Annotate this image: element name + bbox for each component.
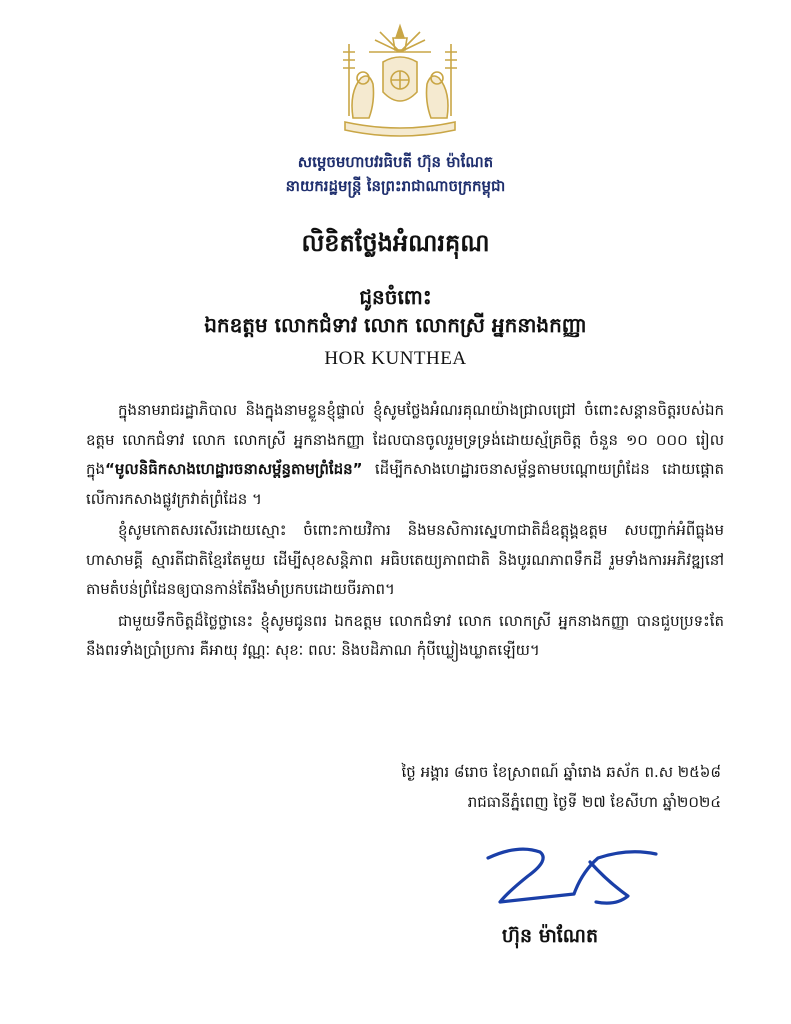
paragraph-1-tail: ដើម្បីកសាងហេដ្ឋារចនាសម្ព័ន្ធតាមបណ្តោយព្រំដែន ដោយផ្តោតលើការកសាងផ្លូវក្រវាត់ព្រំដែន ។ <box>86 460 724 508</box>
solar-date: រាជធានីភ្នំពេញ ថ្ងៃទី ២៧ ខែសីហា ឆ្នាំ២០២៤ <box>467 793 721 811</box>
lunar-date: ថ្ងៃ អង្គារ ៨រោច ខែស្រាពណ៍ ឆ្នាំរោង ឆស័ក ព.ស ២៥៦៨ <box>401 763 721 781</box>
paragraph-3: ជាមួយទឹកចិត្តដ៏ថ្លៃថ្លានេះ ខ្ញុំសូមជូនពរ ឯកឧត្តម លោកជំទាវ លោក លោកស្រី អ្នកនាងកញ្ញា បានជួបប្រទះតែនឹងពរទាំងប្រាំប្រការ គឺអាយុ វណ្ណៈ សុខៈ ពលៈ និងបដិភាណ កុំបីឃ្លៀងឃ្លាតឡើយ។ <box>86 611 724 659</box>
recipient-titles: ឯកឧត្តម លោកជំទាវ លោក លោកស្រី អ្នកនាងកញ្ញា <box>204 313 587 337</box>
paragraph-2: ខ្ញុំសូមកោតសរសើរដោយស្មោះ ចំពោះកាយវិការ និងមនសិការស្នេហាជាតិដ៏ឧត្តុង្គឧត្តម សបញ្ជាក់អំពីធ្លុងមហាសាមគ្គី ស្មារតីជាតិខ្មែរតែមួយ ដើម្បីសុខសន្តិភាព អធិបតេយ្យភាពជាតិ និងបូរណភាពទឹកដី រួមទាំងការអភិវឌ្ឍនៅតាមតំបន់ព្រំដែនឲ្យបានកាន់តែរឹងមាំប្រកបដោយចីរភាព។ <box>86 521 724 598</box>
sender-header <box>0 150 791 198</box>
letter-title: លិខិតថ្លែងអំណរគុណ <box>301 229 490 257</box>
fund-name: “មូលនិធិកសាងហេដ្ឋារចនាសម្ព័ន្ធតាមព្រំដែន” <box>105 460 363 478</box>
sender-title-line: សម្តេចមហាបវរធិបតី ហ៊ុន ម៉ាណែត <box>297 153 494 171</box>
signatory-name: ហ៊ុន ម៉ាណែត <box>501 925 599 947</box>
sender-office-line: នាយករដ្ឋមន្ត្រី នៃព្រះរាជាណាចក្រកម្ពុជា <box>285 177 506 195</box>
handwritten-signature <box>478 842 668 912</box>
date-block <box>271 757 721 817</box>
letter-body <box>86 396 724 668</box>
recipient-name: HOR KUNTHEA <box>324 348 467 369</box>
paragraph-1 <box>86 396 724 514</box>
recipient-to: ជូនចំពោះ <box>359 285 432 309</box>
paragraph-1-text: ក្នុងនាមរាជរដ្ឋាភិបាល និងក្នុងនាមខ្លួនខ្ញុំផ្ទាល់ ខ្ញុំសូមថ្លែងអំណរគុណយ៉ាងជ្រាលជ្រៅ ចំពោះសន្តានចិត្តរបស់ឯកឧត្តម លោកជំទាវ លោក លោកស្រី អ្នកនាងកញ្ញា ដែលបានចូលរួមទ្រទ្រង់ដោយស្ម័គ្រចិត្ត ចំនួន ១០ ០០០ រៀលក្នុង <box>86 401 724 478</box>
royal-arms-emblem <box>335 22 465 142</box>
